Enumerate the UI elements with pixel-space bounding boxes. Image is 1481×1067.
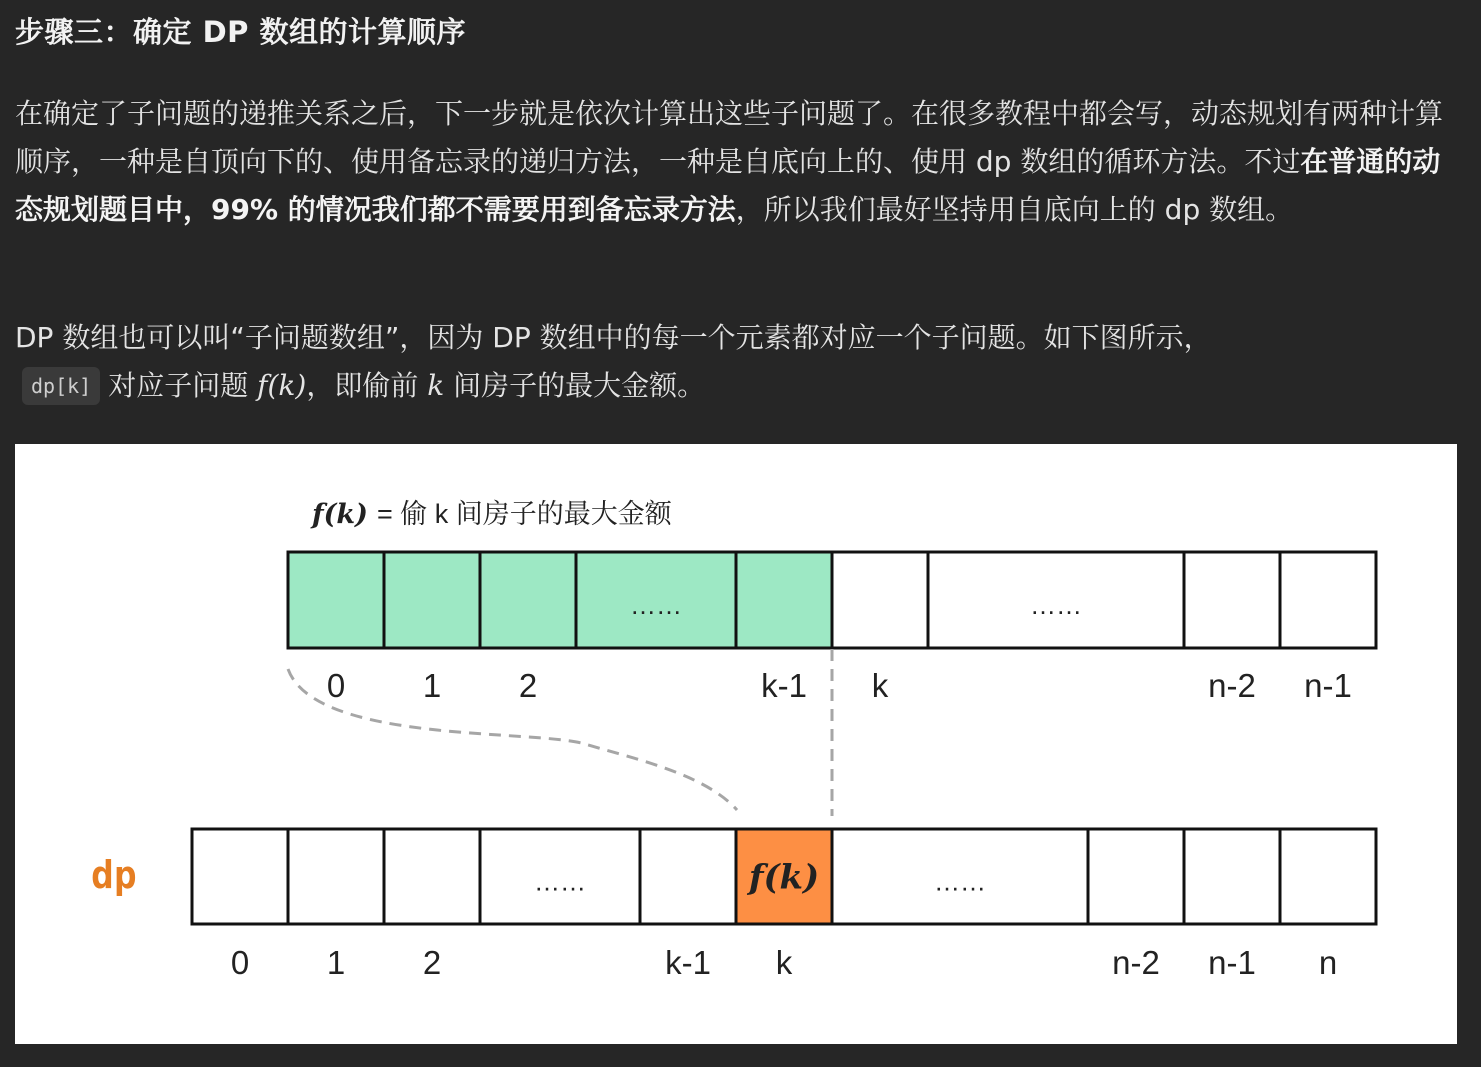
dp-array-cell-ellipsis: ……	[534, 866, 586, 897]
section-heading: 步骤三：确定 DP 数组的计算顺序	[15, 15, 467, 49]
dp-array-index-label: 1	[326, 944, 346, 981]
paragraph-text: ，所以我们最好坚持用自底向上的 dp 数组。	[735, 193, 1294, 226]
top-array-index-label: n-1	[1304, 667, 1352, 704]
top-array-index-label: k-1	[761, 667, 807, 704]
dp-array-index-label: n-1	[1208, 944, 1256, 981]
dp-array-index-label: k	[775, 944, 793, 981]
top-array-index-label: n-2	[1208, 667, 1256, 704]
dp-array	[192, 829, 1376, 924]
paragraph-text: 对应子问题	[108, 369, 249, 402]
dp-array-cell	[640, 829, 736, 924]
dp-array-cell	[384, 829, 480, 924]
top-array-cell	[384, 552, 480, 648]
math-f-of-k: f(k)	[257, 369, 307, 402]
paragraph-text: 在确定了子问题的递推关系之后，下一步就是依次计算出这些子问题了。在很多教程中都会写，动态规划有两种计算顺序，一种是自顶向下的、使用备忘录的递归方法，一种是自底向上的、使用 dp 数组的循环方法。不过	[15, 97, 1444, 178]
top-array-cell	[480, 552, 576, 648]
dp-array-diagram	[15, 444, 1457, 1044]
top-array-cell	[736, 552, 832, 648]
diagram-svg	[15, 444, 1457, 1044]
dp-array-index-label: k-1	[665, 944, 711, 981]
dp-array-cell	[1280, 829, 1376, 924]
dp-array-index-label: 0	[230, 944, 250, 981]
paragraph-text: 间房子的最大金额。	[453, 369, 706, 402]
paragraph-dp-array	[15, 314, 1465, 410]
dp-array-cell	[288, 829, 384, 924]
top-array-cell	[1184, 552, 1280, 648]
dp-array-cell	[1184, 829, 1280, 924]
top-array-cell-ellipsis: ……	[1030, 590, 1082, 620]
top-array-index-label: 2	[518, 667, 538, 704]
dp-array-index-label: 2	[422, 944, 442, 981]
dp-label: dp	[91, 853, 137, 897]
top-label-math: f(k)	[312, 499, 368, 530]
dp-array-cell	[1088, 829, 1184, 924]
top-array-indices	[327, 667, 1352, 704]
top-array-index-label: 1	[422, 667, 442, 704]
dp-array-cell-ellipsis: ……	[934, 866, 986, 897]
dp-array-indices	[231, 944, 1337, 981]
top-array	[288, 552, 1376, 648]
top-array-cell	[832, 552, 928, 648]
dp-array-index-label: n	[1318, 944, 1338, 981]
top-array-index-label: 0	[326, 667, 346, 704]
paragraph-computation-order	[15, 90, 1465, 234]
top-array-cell-ellipsis: ……	[630, 590, 682, 620]
dp-array-cell	[192, 829, 288, 924]
paragraph-text: ，即偷前	[306, 369, 419, 402]
top-array-cell	[1280, 552, 1376, 648]
math-k: k	[427, 369, 445, 402]
top-label-text: = 偷 k 间房子的最大金额	[377, 499, 672, 529]
inline-code-dp-k: dp[k]	[22, 367, 100, 405]
paragraph-bold-text: 在普通的动态规划题目中，99% 的情况我们都不需要用到备忘录方法	[15, 145, 1441, 226]
dp-array-index-label: n-2	[1112, 944, 1160, 981]
dashed-curve-connector	[288, 669, 737, 810]
top-array-cell	[288, 552, 384, 648]
top-array-index-label: k	[871, 667, 889, 704]
paragraph-text: DP 数组也可以叫“子问题数组”，因为 DP 数组中的每一个元素都对应一个子问题。如下图所示，	[15, 321, 1212, 354]
dp-array-cell-math-label: f(k)	[748, 857, 820, 898]
